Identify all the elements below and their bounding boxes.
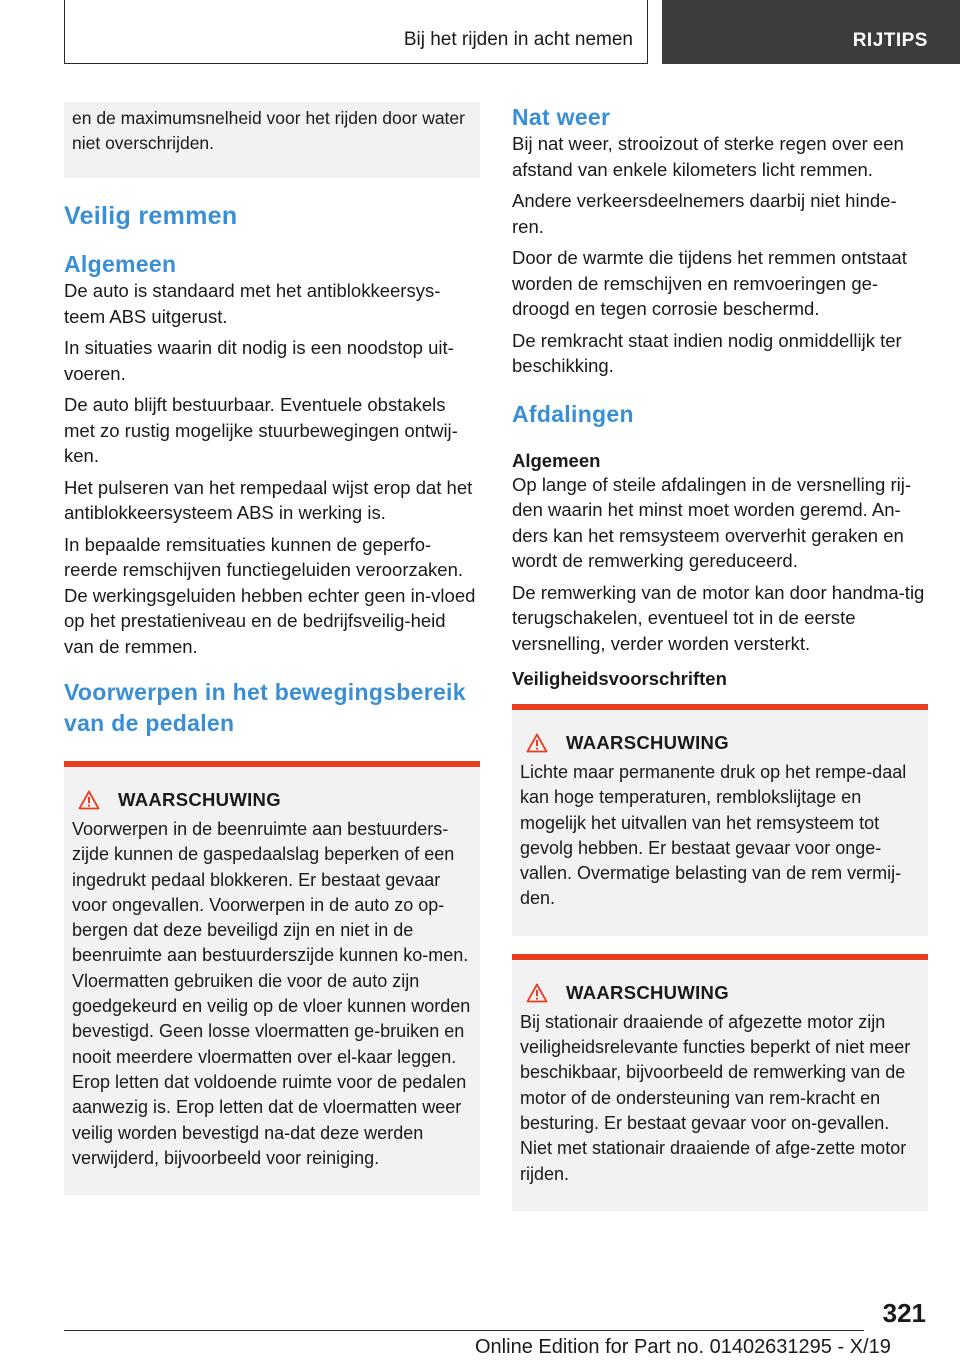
heading-voorwerpen-pedalen: Voorwerpen in het bewegingsbereik van de pedalen xyxy=(64,679,466,736)
warning-box xyxy=(512,954,928,1211)
page-number: 321 xyxy=(882,1298,926,1328)
left-column xyxy=(64,102,480,1195)
warning-header xyxy=(78,789,472,811)
continued-note-text: en de maximumsnelheid voor het rijden door water niet overschrijden. xyxy=(72,108,465,153)
footer-edition-text: Online Edition for Part no. 01402631295 - X/19 xyxy=(475,1336,891,1358)
paragraph: De remwerking van de motor kan door handma-tig terugschakelen, eventueel tot in de eerste versnelling, verder worden versterkt. xyxy=(512,581,925,654)
warning-title: WAARSCHUWING xyxy=(566,732,729,753)
right-column xyxy=(512,102,928,1211)
warning-text: Voorwerpen in de beenruimte aan bestuurders-zijde kunnen de gaspedaalslag beperken of een ingedrukt pedaal blokkeren. Er bestaat gevaar voor ongevallen. Voorwerpen in de auto zo op-bergen dat deze beveiligd zijn en niet in de beenruimte aan bestuurderszijde kunnen ko-men. Vloermatten gebruiken die voor de auto zijn goedgekeurd en veilig op de vloer kunnen worden bevestigd. Geen losse vloermatten ge-bruiken en nooit meerdere vloermatten over el-kaar leggen. Erop letten dat voldoende ruimte voor de pedalen aanwezig is. Erop letten dat de vloermatten weer veilig worden bevestigd na-dat deze werden verwijderd, bijvoorbeeld voor reiniging. xyxy=(72,819,471,1168)
paragraph: De auto blijft bestuurbaar. Eventuele obstakels met zo rustig mogelijke stuurbewegingen ontwij-ken. xyxy=(64,394,458,466)
paragraph: De remkracht staat indien nodig onmiddellijk ter beschikking. xyxy=(512,329,902,376)
chapter-tab-label: RIJTIPS xyxy=(852,30,928,51)
paragraph: Op lange of steile afdalingen in de versnelling rij-den waarin het minst moet worden geremd. An-ders kan het remsysteem oververhit geraken en wordt de remwerking gereduceerd. xyxy=(512,473,912,571)
paragraph: In bepaalde remsituaties kunnen de geperfo-reerde remschijven functiegeluiden veroorzaken. De werkingsgeluiden hebben echter geen in-vloed op het prestatieniveau en de bedrijfsveilig-heid van de remmen. xyxy=(64,533,476,657)
footer-divider xyxy=(64,1330,864,1331)
warning-triangle-icon xyxy=(526,733,548,753)
paragraph: Bij nat weer, strooizout of sterke regen over een afstand van enkele kilometers licht remmen. xyxy=(512,133,904,180)
warning-title: WAARSCHUWING xyxy=(566,981,729,1003)
warning-triangle-icon xyxy=(526,983,548,1003)
warning-box xyxy=(512,704,928,936)
chapter-tab xyxy=(662,0,960,64)
paragraph: Andere verkeersdeelnemers daarbij niet hinde-ren. xyxy=(512,190,897,237)
heading-veilig-remmen: Veilig remmen xyxy=(64,202,238,230)
paragraph: Door de warmte die tijdens het remmen ontstaat worden de remschijven en remvoeringen ge-droogd en tegen corrosie beschermd. xyxy=(512,247,907,319)
paragraph: De auto is standaard met het antiblokkeersys-teem ABS uitgerust. xyxy=(64,280,441,327)
heading-algemeen: Algemeen xyxy=(64,251,177,277)
subheading-algemeen: Algemeen xyxy=(512,449,601,471)
paragraph: In situaties waarin dit nodig is een noodstop uit-voeren. xyxy=(64,337,454,384)
header-section-title: Bij het rijden in acht nemen xyxy=(403,29,633,50)
continued-note-box xyxy=(64,102,480,178)
heading-afdalingen: Afdalingen xyxy=(512,400,634,427)
warning-text: Lichte maar permanente druk op het rempe-daal kan hoge temperaturen, remblokslijtage en mogelijk het uitvallen van het remsysteem tot gevolg hebben. Er bestaat gevaar voor onge-vallen. Overmatige belasting van de rem vermij-den. xyxy=(520,762,907,909)
warning-triangle-icon xyxy=(78,790,100,810)
heading-nat-weer: Nat weer xyxy=(512,104,611,130)
subheading-veiligheidsvoorschriften: Veiligheidsvoorschriften xyxy=(512,668,727,689)
header-section-box xyxy=(64,0,648,64)
warning-title: WAARSCHUWING xyxy=(118,789,281,810)
warning-header xyxy=(526,982,920,1004)
warning-box xyxy=(64,761,480,1195)
paragraph: Het pulseren van het rempedaal wijst erop dat het antiblokkeersysteem ABS in werking is. xyxy=(64,476,473,523)
warning-text: Bij stationair draaiende of afgezette motor zijn veiligheidsrelevante functies beperkt of niet meer beschikbaar, bijvoorbeeld de remwerking van de motor of de ondersteuning van rem-kracht en besturing. Er bestaat gevaar voor on-gevallen. Niet met stationair draaiende of afge-zette motor rijden. xyxy=(520,1011,911,1184)
warning-header xyxy=(526,732,920,754)
